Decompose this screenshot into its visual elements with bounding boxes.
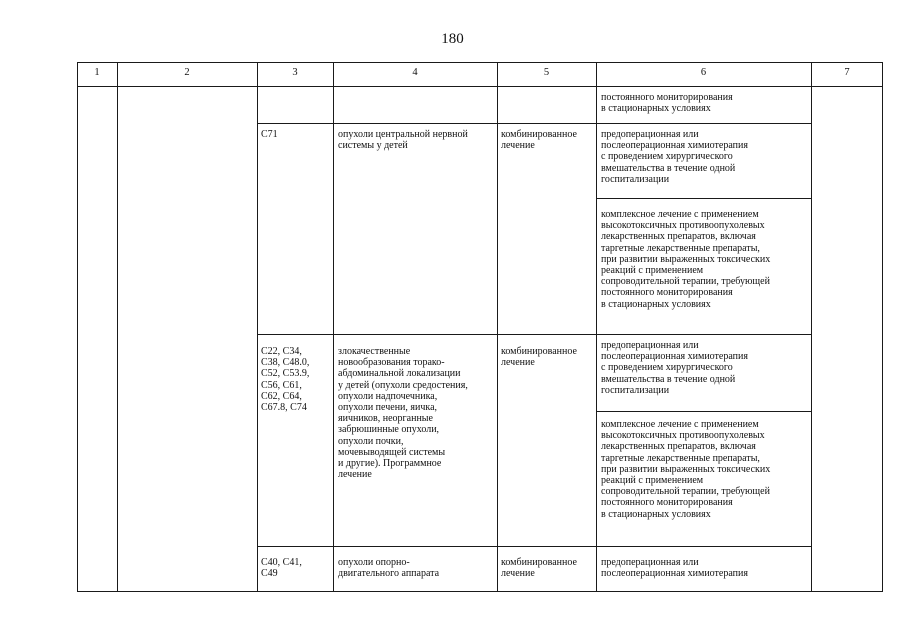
cell-treatment-method: комплексное лечение с применением высокотоксичных противоопухолевых лекарственных препаратов, включая таргетные лекарственные препараты, при развитии выраженных токсических реакций с применением сопроводительной терапии, требующей постоянного мониторирования в стационарных условиях	[601, 209, 771, 310]
cell-treatment-method: предоперационная или послеоперационная химиотерапия с проведением хирургического вмешательства в течение одной госпитализации	[601, 129, 748, 185]
row-separator	[257, 546, 811, 547]
cell-treatment-method: постоянного мониторирования в стационарных условиях	[601, 92, 733, 115]
cell-treatment-method: предоперационная или послеоперационная химиотерапия	[601, 557, 748, 580]
cell-diagnosis: злокачественные новообразования торако- абдоминальной локализации у детей (опухоли средостения, опухоли надпочечника, опухоли печени, яичка, яичников, неорганные забрюшинные опухоли, опухоли почки, мочевыводящей системы и другие). Программное лечение	[338, 346, 468, 481]
header-col-5: 5	[543, 67, 550, 78]
col-divider-4-5	[497, 62, 498, 592]
cell-separator-col6	[596, 198, 811, 199]
cell-treatment-method: комплексное лечение с применением высокотоксичных противоопухолевых лекарственных препаратов, включая таргетные лекарственные препараты, при развитии выраженных токсических реакций с применением сопроводительной терапии, требующей постоянного мониторирования в стационарных условиях	[601, 419, 771, 520]
table-border-right	[882, 62, 883, 592]
cell-treatment-type: комбинированное лечение	[501, 346, 577, 369]
cell-treatment-method: предоперационная или послеоперационная химиотерапия с проведением хирургического вмешательства в течение одной госпитализации	[601, 340, 748, 396]
header-col-2: 2	[184, 67, 190, 78]
table-border-bottom	[77, 591, 883, 592]
row-separator	[257, 334, 811, 335]
page-number: 180	[441, 31, 464, 47]
col-divider-6-7	[811, 62, 812, 592]
cell-separator-col6	[596, 411, 811, 412]
col-divider-5-6	[596, 62, 597, 592]
header-col-7: 7	[844, 67, 850, 78]
header-col-4: 4	[412, 67, 418, 78]
cell-treatment-type: комбинированное лечение	[501, 557, 577, 580]
header-col-3: 3	[292, 67, 298, 78]
header-col-6: 6	[700, 67, 707, 78]
header-divider	[77, 86, 883, 87]
cell-icd-codes: C40, C41, C49	[261, 557, 302, 580]
row-separator	[257, 123, 811, 124]
col-divider-1-2	[117, 62, 118, 592]
cell-icd-codes: C22, C34, C38, C48.0, C52, C53.9, C56, C61, C62, C64, C67.8, C74	[261, 346, 310, 414]
cell-icd-codes: C71	[261, 129, 278, 140]
cell-diagnosis: опухоли центральной нервной системы у детей	[338, 129, 468, 152]
cell-diagnosis: опухоли опорно- двигательного аппарата	[338, 557, 440, 580]
medical-care-table	[77, 62, 883, 592]
col-divider-2-3	[257, 62, 258, 592]
table-border-left	[77, 62, 78, 592]
table-border-top	[77, 62, 883, 63]
cell-treatment-type: комбинированное лечение	[501, 129, 577, 152]
header-col-1: 1	[94, 67, 100, 78]
col-divider-3-4	[333, 62, 334, 592]
